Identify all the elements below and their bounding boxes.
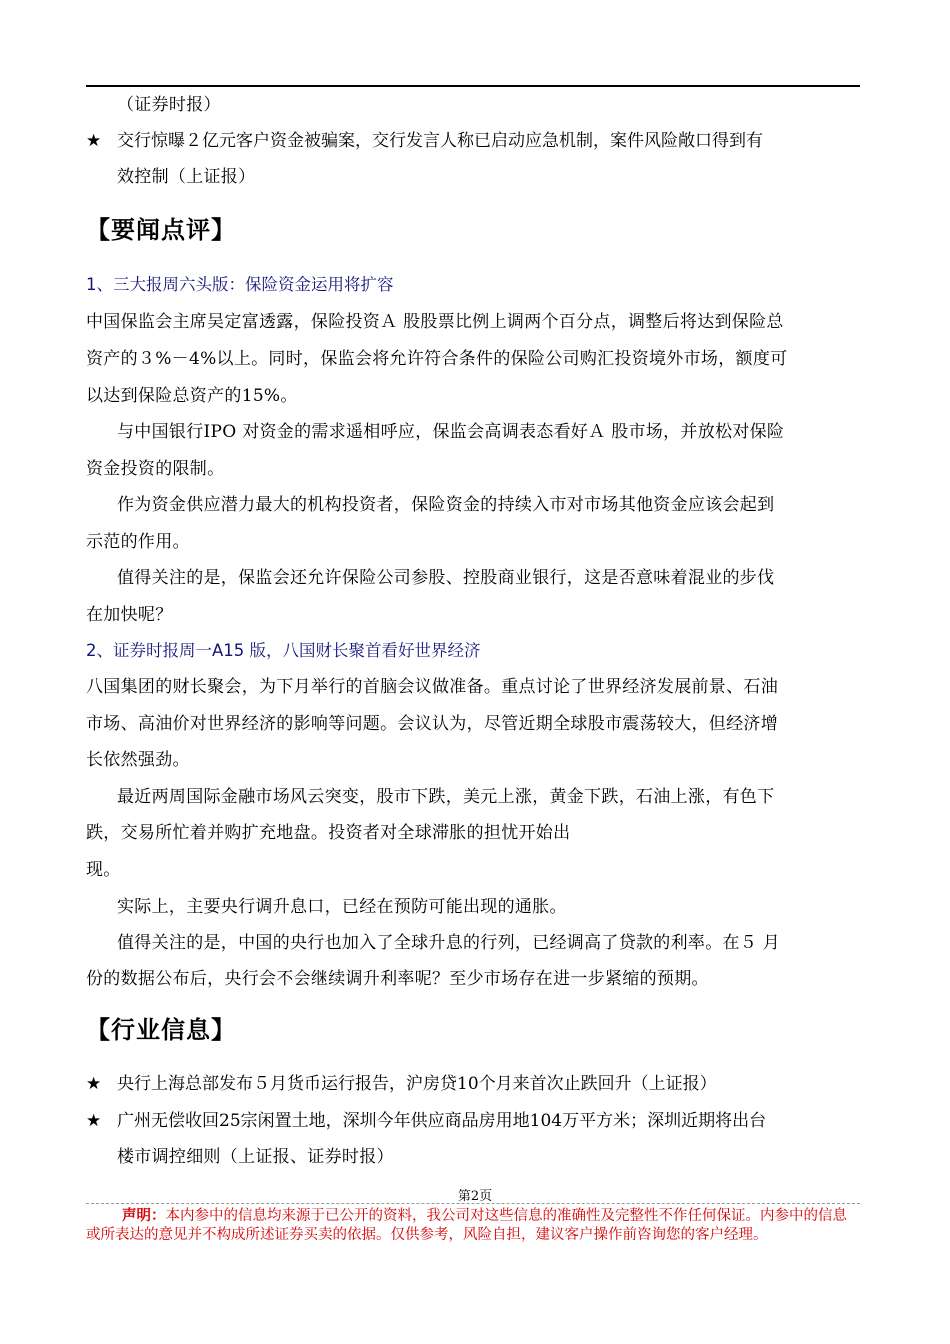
paragraph-text: 实际上，主要央行调升息口，已经在预防可能出现的通胀。 xyxy=(117,897,567,917)
disclaimer xyxy=(86,1206,860,1245)
paragraph-text: 跌，交易所忙着并购扩充地盘。投资者对全球滞胀的担忧开始出 xyxy=(86,823,571,843)
paragraph-text: 份的数据公布后，央行会不会继续调升利率呢？至少市场存在进一步紧缩的预期。 xyxy=(86,969,709,989)
paragraph-text: 值得关注的是，中国的央行也加入了全球升息的行列，已经调高了贷款的利率。在５ 月 xyxy=(117,933,781,953)
paragraph-text: 现。 xyxy=(86,860,121,880)
star-icon: ★ xyxy=(86,1074,102,1094)
news-item-3: ★ 广州无偿收回25宗闲置土地，深圳今年供应商品房用地104万平方米；深圳近期将出台 xyxy=(86,1102,766,1140)
footer-divider xyxy=(86,1203,860,1204)
section-title-industry: 【行业信息】 xyxy=(86,1016,236,1044)
paragraph-text: 资金投资的限制。 xyxy=(86,459,225,479)
paragraph-text: 长依然强劲。 xyxy=(86,750,190,770)
subheading-2: 2、证券时报周一A15 版，八国财长聚首看好世界经济 xyxy=(86,641,481,660)
paragraph-text: 以达到保险总资产的15%。 xyxy=(86,386,298,406)
subheading-1: 1、三大报周六头版：保险资金运用将扩容 xyxy=(86,275,394,294)
news-item-1: ★ 交行惊曝２亿元客户资金被骗案，交行发言人称已启动应急机制，案件风险敞口得到有 xyxy=(86,122,763,160)
news-item-2: ★ 央行上海总部发布５月货币运行报告，沪房贷10个月来首次止跌回升（上证报） xyxy=(86,1065,717,1103)
page-number: 第2页 xyxy=(457,1189,493,1204)
star-icon: ★ xyxy=(86,131,102,151)
disclaimer-text: 本内参中的信息均来源于已公开的资料，我公司对这些信息的准确性及完整性不作任何保证。内参中的信息或所表达的意见并不构成所述证券买卖的依据。仅供参考，风险自担，建议客户操作前咨询您的客户经理。 xyxy=(86,1208,847,1243)
paragraph-text: 八国集团的财长聚会，为下月举行的首脑会议做准备。重点讨论了世界经济发展前景、石油 xyxy=(86,677,778,697)
paragraph-text: 中国保监会主席吴定富透露，保险投资Ａ 股股票比例上调两个百分点，调整后将达到保险总 xyxy=(86,312,784,332)
paragraph-text: 市场、高油价对世界经济的影响等问题。会议认为，尽管近期全球股市震荡较大，但经济增 xyxy=(86,714,778,734)
paragraph-text: 示范的作用。 xyxy=(86,532,190,552)
disclaimer-label: 声明： xyxy=(122,1207,166,1224)
paragraph-text: 与中国银行IPO 对资金的需求遥相呼应，保监会高调表态看好Ａ 股市场，并放松对保险 xyxy=(117,422,785,442)
section-title-comment: 【要闻点评】 xyxy=(86,216,236,244)
news-item-3-cont: 楼市调控细则（上证报、证券时报） xyxy=(117,1147,394,1167)
paragraph-text: 在加快呢？ xyxy=(86,605,173,625)
paragraph-text: 最近两周国际金融市场风云突变，股市下跌，美元上涨，黄金下跌，石油上涨，有色下 xyxy=(117,787,775,807)
news-item-1-cont: 效控制（上证报） xyxy=(117,167,256,187)
paragraph-text: 资产的３%－4%以上。同时，保监会将允许符合条件的保险公司购汇投资境外市场，额度可 xyxy=(86,349,788,369)
source-note: （证券时报） xyxy=(117,95,221,115)
star-icon: ★ xyxy=(86,1111,102,1131)
paragraph-text: 值得关注的是，保监会还允许保险公司参股、控股商业银行，这是否意味着混业的步伐 xyxy=(117,568,775,588)
paragraph-text: 作为资金供应潜力最大的机构投资者，保险资金的持续入市对市场其他资金应该会起到 xyxy=(117,495,775,515)
